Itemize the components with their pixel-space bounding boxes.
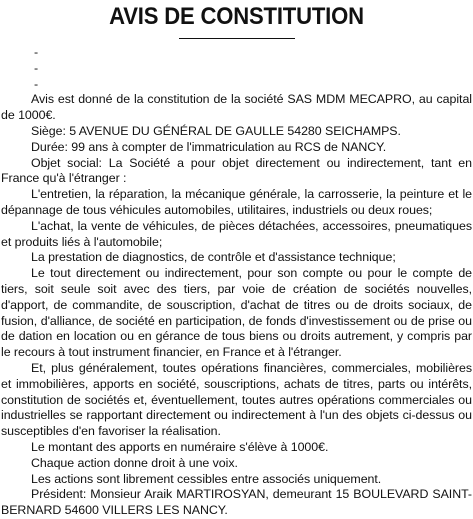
paragraph-apports: Le montant des apports en numéraire s'élève à 1000€. — [31, 439, 329, 454]
paragraph-duree: Durée: 99 ans à compter de l'immatriculation au RCS de NANCY. — [31, 139, 387, 154]
title-underline — [179, 38, 295, 39]
paragraph-achat-vente: L'achat, la vente de véhicules, de pièces détachées, accessoires, pneumatiques et produits liés à l'automobile; — [1, 218, 472, 249]
paragraph-voix: Chaque action donne droit à une voix. — [31, 455, 238, 470]
paragraph-siege: Siège: 5 AVENUE DU GÉNÉRAL DE GAULLE 54280 SEICHAMPS. — [31, 123, 401, 138]
paragraph-le-tout: Le tout directement ou indirectement, pour son compte ou pour le compte de tiers, soit seule soit avec des tiers, par voie de création de sociétés nouvelles, d'apport, de commandite, de souscription, d'achat de titres ou de droits sociaux, de fusion, d'alliance, de société en participation, de fonds d'investissement ou de prise ou de dation en location ou en gérance de tous biens ou droits autrement, y compris par le recours à tout instrument financier, en France et à l'étranger. — [1, 266, 472, 360]
paragraph-entretien: L'entretien, la réparation, la mécanique générale, la carrosserie, la peinture et le dépannage de tous véhicules automobiles, utilitaires, industriels ou deux roues; — [1, 187, 472, 217]
notice-body — [1, 45, 472, 519]
paragraph-cessibles: Les actions sont librement cessibles entre associés uniquement. — [31, 471, 382, 486]
paragraph-diagnostics: La prestation de diagnostics, de contrôle et d'assistance technique; — [31, 250, 396, 265]
paragraph-president: Président: Monsieur Araik MARTIROSYAN, demeurant 15 BOULEVARD SAINT-BERNARD 54600 VILLERS LES NANCY. — [1, 487, 472, 518]
paragraph-company: Avis est donné de la constitution de la société SAS MDM MECAPRO, au capital de 1000€. — [1, 92, 472, 123]
notice-title: AVIS DE CONSTITUTION — [109, 3, 364, 30]
dash-line: - — [34, 60, 39, 75]
paragraph-objet-social: Objet social: La Société a pour objet directement ou indirectement, tant en France qu'à l'étranger : — [1, 155, 472, 186]
dash-line: - — [34, 76, 39, 91]
dash-line: - — [34, 45, 39, 59]
paragraph-generalement: Et, plus généralement, toutes opérations financières, commerciales, mobilières et immobilières, apports en société, souscriptions, achats de titres, parts ou intérêts, constitution de sociétés et, éventuellement, toutes autres opérations commerciales ou industrielles se rapportant directement ou indirectement à l'un des objets ci-dessus ou susceptibles d'en favoriser la réalisation. — [1, 360, 472, 439]
